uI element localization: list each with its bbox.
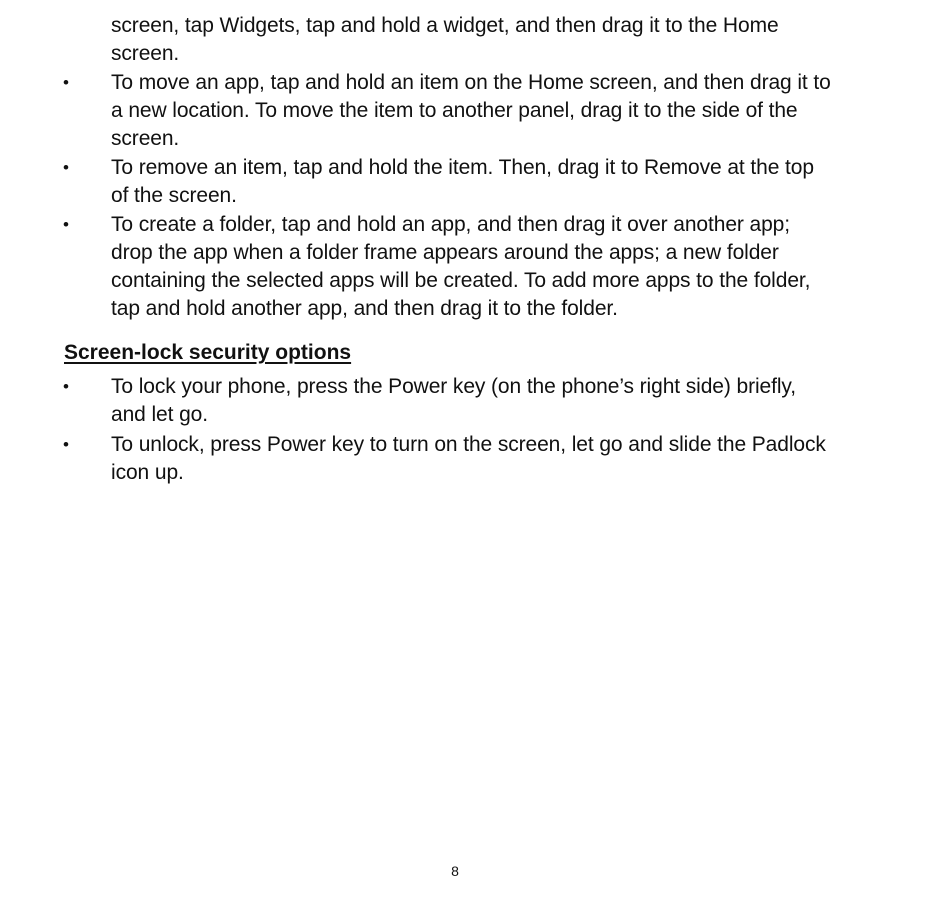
text-line: To create a folder, tap and hold an app, and then drag it over another app; [111, 213, 790, 236]
text-line: containing the selected apps will be created. To add more apps to the folder, [111, 269, 811, 292]
bullet-marker: • [63, 215, 69, 234]
bullet-marker: • [63, 73, 69, 92]
text-line: tap and hold another app, and then drag it to the folder. [111, 297, 618, 320]
bullet-marker: • [63, 435, 69, 454]
page-number: 8 [451, 863, 459, 879]
bullet-marker: • [63, 158, 69, 177]
text-line: To remove an item, tap and hold the item. Then, drag it to Remove at the top [111, 156, 814, 179]
text-line: and let go. [111, 403, 208, 426]
text-line: a new location. To move the item to another panel, drag it to the side of the [111, 99, 798, 122]
section-heading: Screen-lock security options [64, 341, 352, 364]
text-line: screen. [111, 127, 180, 150]
text-line: icon up. [111, 461, 184, 484]
text-line: To lock your phone, press the Power key (on the phone’s right side) briefly, [111, 375, 796, 398]
text-line: To move an app, tap and hold an item on the Home screen, and then drag it to [111, 71, 831, 94]
text-line: screen, tap Widgets, tap and hold a widget, and then drag it to the Home [111, 14, 779, 37]
text-line: To unlock, press Power key to turn on the screen, let go and slide the Padlock [111, 433, 826, 456]
text-line: drop the app when a folder frame appears around the apps; a new folder [111, 241, 779, 264]
text-line: of the screen. [111, 184, 237, 207]
bullet-marker: • [63, 377, 69, 396]
text-line: screen. [111, 42, 180, 65]
